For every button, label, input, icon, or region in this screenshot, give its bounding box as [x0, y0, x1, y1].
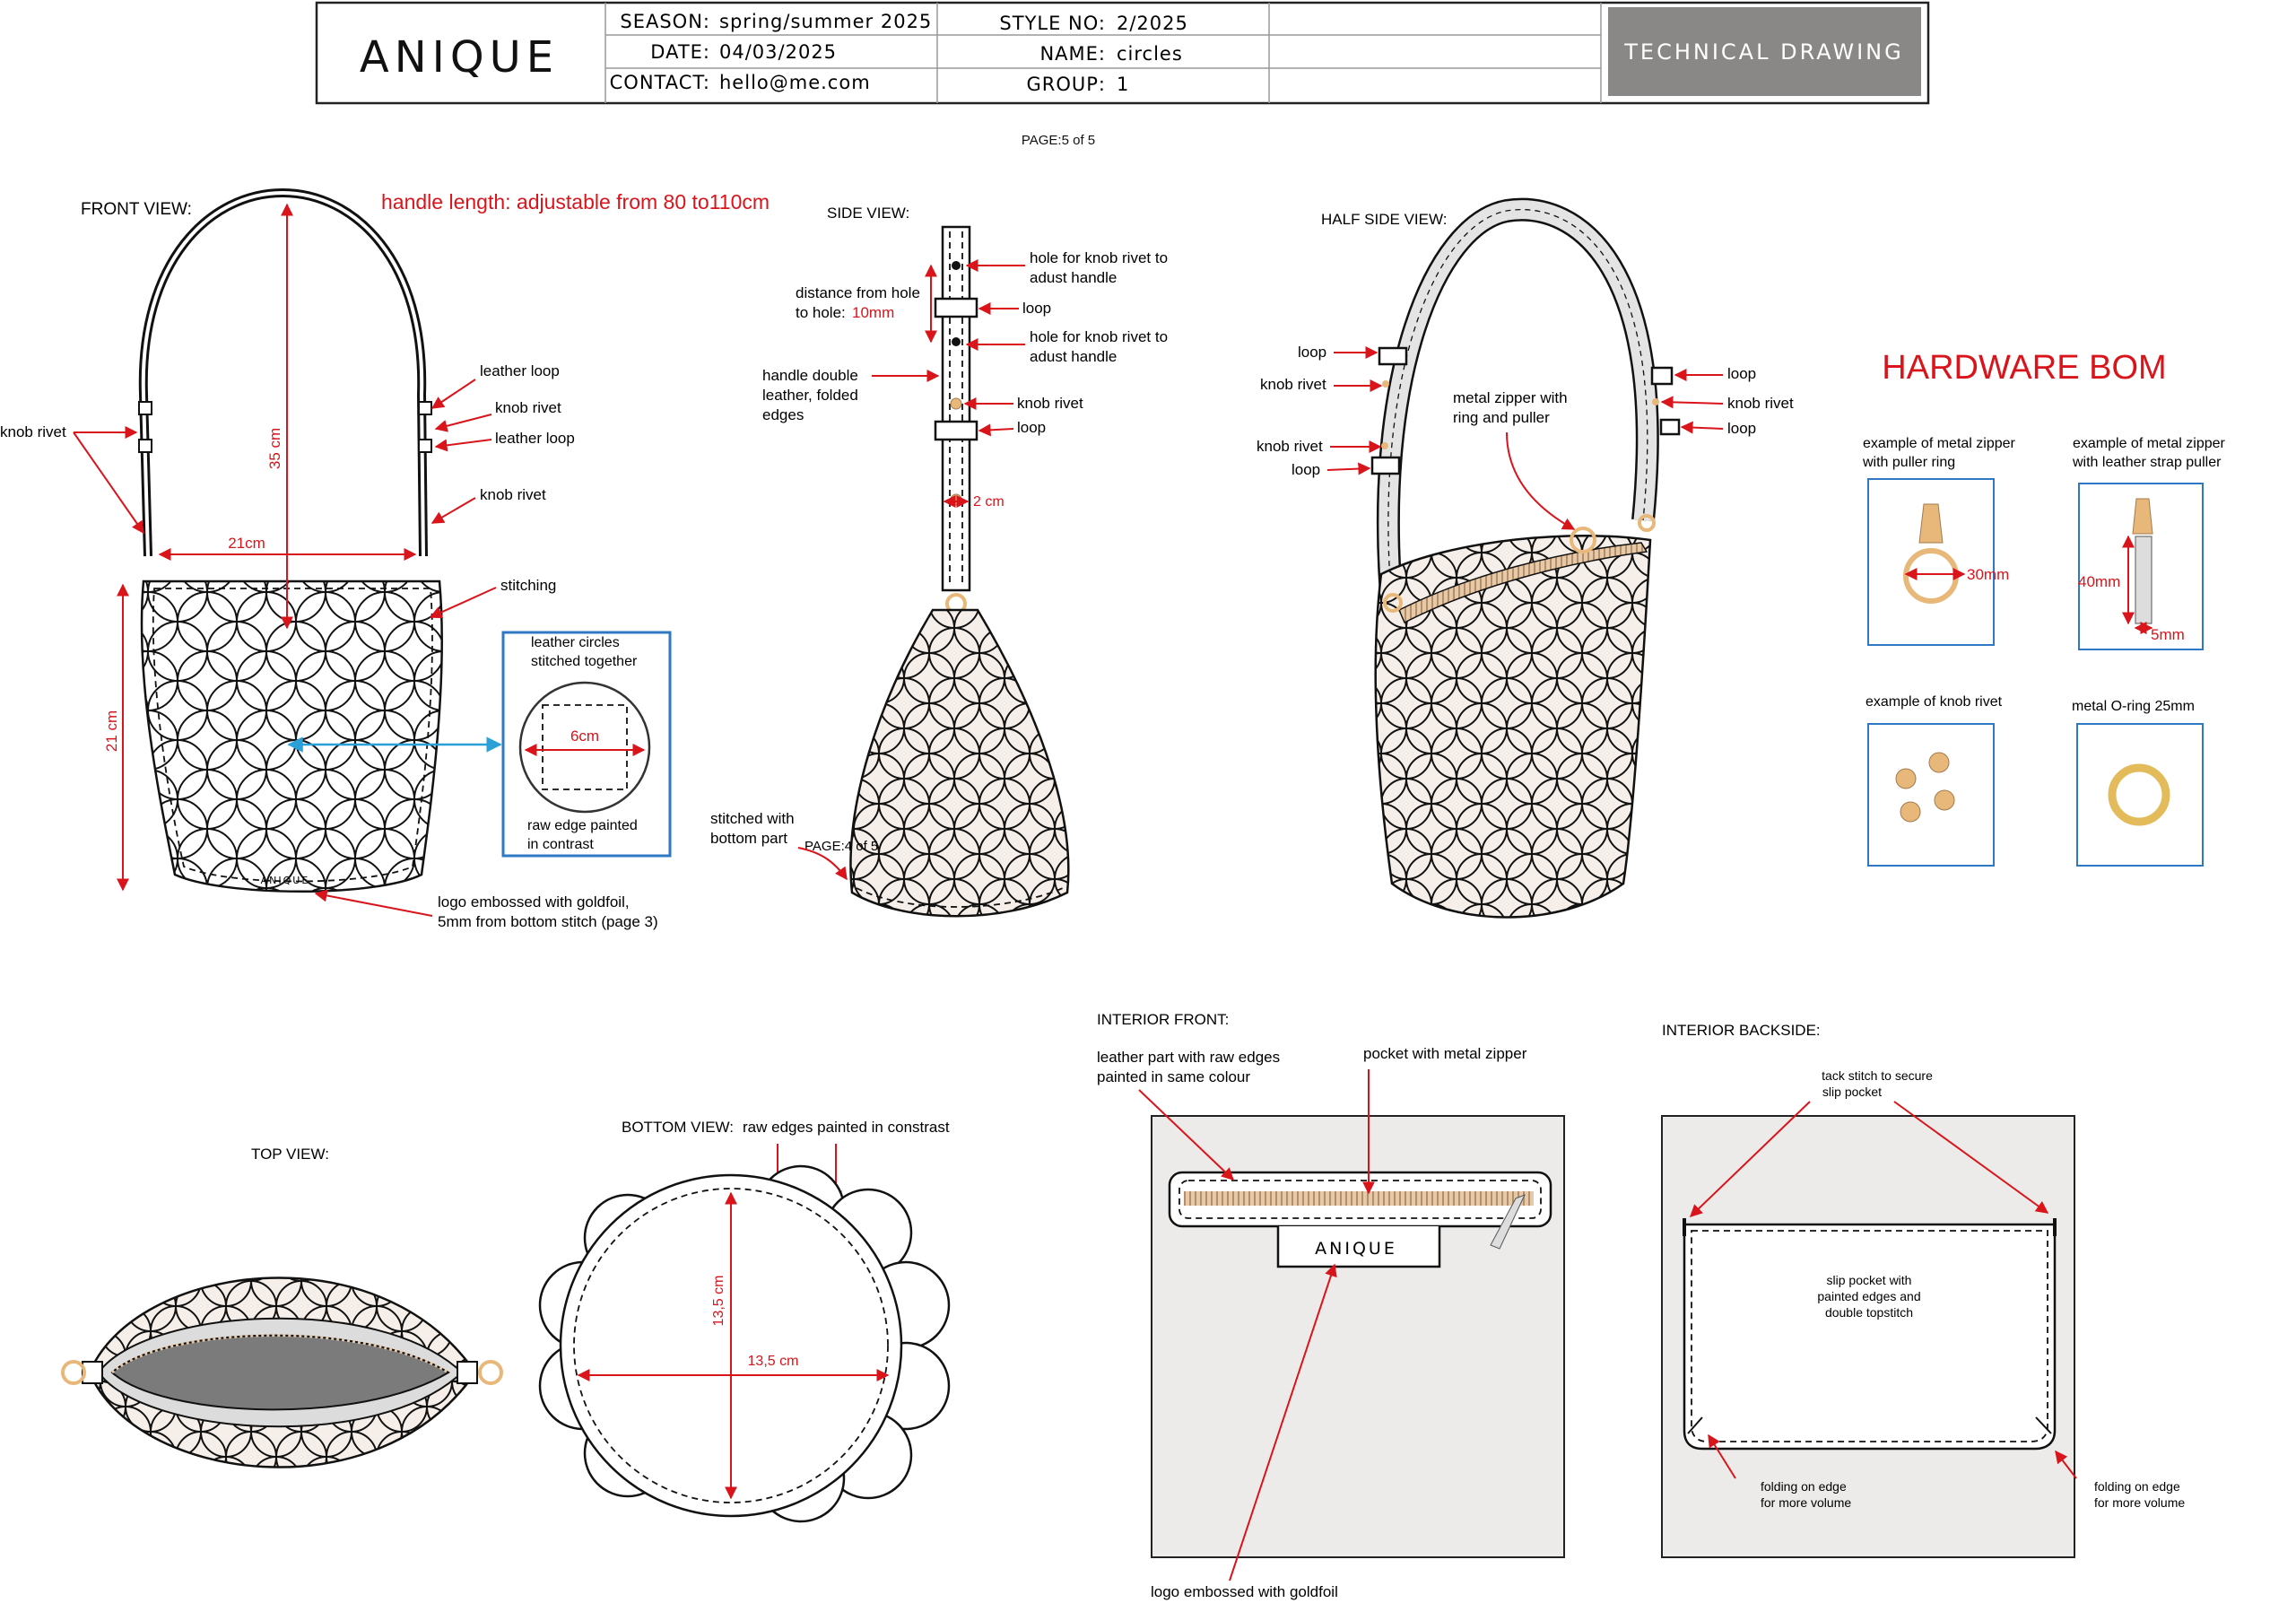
label-stitched-a: stitched with	[710, 810, 795, 827]
name-value: circles	[1117, 43, 1183, 65]
label-fold-r-b: for more volume	[2094, 1495, 2186, 1510]
hardware-bom	[1862, 349, 2226, 866]
page-number: PAGE:5 of 5	[1021, 133, 1096, 148]
bom-item1-dim: 30mm	[1967, 566, 2010, 583]
style-value: 2/2025	[1117, 13, 1188, 34]
dim-handle-height: 35 cm	[266, 427, 283, 470]
dim-front-width: 21cm	[228, 535, 265, 552]
group-value: 1	[1117, 74, 1130, 95]
label-distance-val: 10mm	[852, 304, 895, 321]
detail-bottom-2: in contrast	[527, 837, 594, 852]
label-distance-a: distance from hole	[796, 284, 920, 301]
bom-item1-b: with puller ring	[1863, 455, 1956, 470]
dim-body-height: 21 cm	[103, 710, 120, 753]
label-half-zipper-a: metal zipper with	[1453, 389, 1568, 406]
bom-item2-b: with leather strap puller	[2073, 455, 2222, 470]
label-side-loop-2: loop	[1017, 419, 1047, 436]
label-half-loop-l1: loop	[1298, 344, 1327, 361]
label-hole2-a: hole for knob rivet to	[1030, 328, 1169, 345]
label-half-knob-l2: knob rivet	[1257, 438, 1323, 455]
technical-drawing-badge-label: TECHNICAL DRAWING	[1624, 39, 1904, 65]
logo-note-2: 5mm from bottom stitch (page 3)	[438, 913, 658, 930]
bom-item2-a: example of metal zipper	[2073, 436, 2225, 451]
top-view-title: TOP VIEW:	[251, 1146, 329, 1163]
side-view-title: SIDE VIEW:	[827, 205, 910, 222]
label-slip-c: double topstitch	[1824, 1305, 1914, 1320]
label-knob-rivet-left: knob rivet	[0, 423, 66, 440]
season-label: SEASON:	[620, 11, 710, 32]
label-pocket: pocket with metal zipper	[1363, 1045, 1527, 1062]
label-stitched-b: bottom part	[710, 830, 787, 847]
label-half-loop-l2: loop	[1292, 461, 1321, 478]
label-knob-rivet-2: knob rivet	[480, 486, 546, 503]
label-half-knob-l1: knob rivet	[1260, 376, 1326, 393]
logo-note-1: logo embossed with goldfoil,	[438, 893, 630, 911]
side-overlap-text: PAGE:4 of 5	[804, 839, 879, 854]
bom-title: HARDWARE BOM	[1882, 349, 2167, 387]
date-label: DATE:	[650, 41, 710, 63]
bom-item4: metal O-ring 25mm	[2072, 699, 2195, 714]
label-fold-l-a: folding on edge	[1761, 1479, 1847, 1494]
label-leather-a: leather part with raw edges	[1097, 1049, 1281, 1066]
detail-line-2: stitched together	[531, 654, 638, 669]
label-half-zipper-b: ring and puller	[1453, 409, 1550, 426]
label-hole1-b: adust handle	[1030, 269, 1118, 286]
half-side-view	[1257, 210, 1794, 918]
dim-bottom-horizontal: 13,5 cm	[747, 1354, 799, 1369]
label-tack-a: tack stitch to secure	[1822, 1068, 1933, 1083]
brand-logo: ANIQUE	[359, 32, 560, 83]
label-leather-b: painted in same colour	[1097, 1068, 1251, 1085]
label-half-knob-r1: knob rivet	[1727, 395, 1794, 412]
label-leather-loop-2: leather loop	[495, 430, 575, 447]
half-side-view-title: HALF SIDE VIEW:	[1321, 211, 1448, 228]
bom-item2-dim1: 40mm	[2078, 573, 2121, 590]
label-hole1-a: hole for knob rivet to	[1030, 249, 1169, 266]
label-fold-l-b: for more volume	[1761, 1495, 1852, 1510]
label-handle-a: handle double	[762, 367, 858, 384]
bom-item1-a: example of metal zipper	[1863, 436, 2015, 451]
label-half-loop-r1: loop	[1727, 365, 1757, 382]
top-view	[63, 1146, 501, 1468]
front-logo-mark: ANIQUE	[260, 875, 310, 886]
front-view	[0, 190, 770, 930]
detail-line-1: leather circles	[531, 635, 620, 650]
label-handle-b: leather, folded	[762, 387, 858, 404]
label-fold-r-a: folding on edge	[2094, 1479, 2180, 1494]
detail-dim: 6cm	[570, 728, 600, 745]
label-side-knob-rivet: knob rivet	[1017, 395, 1083, 412]
group-label: GROUP:	[1026, 74, 1106, 95]
interior-backside	[1662, 1022, 2185, 1557]
dim-bottom-vertical: 13,5 cm	[711, 1275, 726, 1327]
handle-length-note: handle length: adjustable from 80 to110cm	[381, 190, 770, 213]
name-label: NAME:	[1039, 43, 1106, 65]
bottom-view-note: raw edges painted in constrast	[743, 1119, 950, 1136]
season-value: spring/summer 2025	[719, 11, 933, 32]
label-stitching: stitching	[500, 577, 557, 594]
detail-bottom-1: raw edge painted	[527, 818, 638, 833]
contact-label: CONTACT:	[609, 72, 710, 93]
interior-front-title: INTERIOR FRONT:	[1097, 1011, 1230, 1028]
interior-back-title: INTERIOR BACKSIDE:	[1662, 1022, 1821, 1039]
label-slip-b: painted edges and	[1817, 1289, 1921, 1303]
bottom-view-title: BOTTOM VIEW:	[622, 1119, 734, 1136]
side-view	[710, 205, 1168, 916]
contact-value: hello@me.com	[719, 72, 871, 93]
label-half-loop-r2: loop	[1727, 420, 1757, 437]
label-logo-note: logo embossed with goldfoil	[1151, 1583, 1338, 1600]
interior-logo-mark: ANIQUE	[1315, 1239, 1397, 1259]
bom-item3: example of knob rivet	[1866, 694, 2003, 710]
bottom-view	[540, 1119, 950, 1521]
label-slip-a: slip pocket with	[1826, 1273, 1912, 1287]
label-knob-rivet-1: knob rivet	[495, 399, 561, 416]
label-handle-c: edges	[762, 406, 804, 423]
date-value: 04/03/2025	[719, 41, 838, 63]
front-view-title: FRONT VIEW:	[81, 200, 192, 219]
dim-side-2cm: 2 cm	[973, 494, 1004, 510]
label-distance-b: to hole:	[796, 304, 846, 321]
title-block	[317, 3, 1928, 103]
label-tack-b: slip pocket	[1822, 1085, 1883, 1099]
style-label: STYLE NO:	[999, 13, 1106, 34]
label-leather-loop-1: leather loop	[480, 362, 560, 379]
interior-front	[1097, 1011, 1564, 1600]
label-side-loop-1: loop	[1022, 300, 1052, 317]
bom-item2-dim2: 5mm	[2151, 626, 2185, 643]
label-hole2-b: adust handle	[1030, 348, 1118, 365]
